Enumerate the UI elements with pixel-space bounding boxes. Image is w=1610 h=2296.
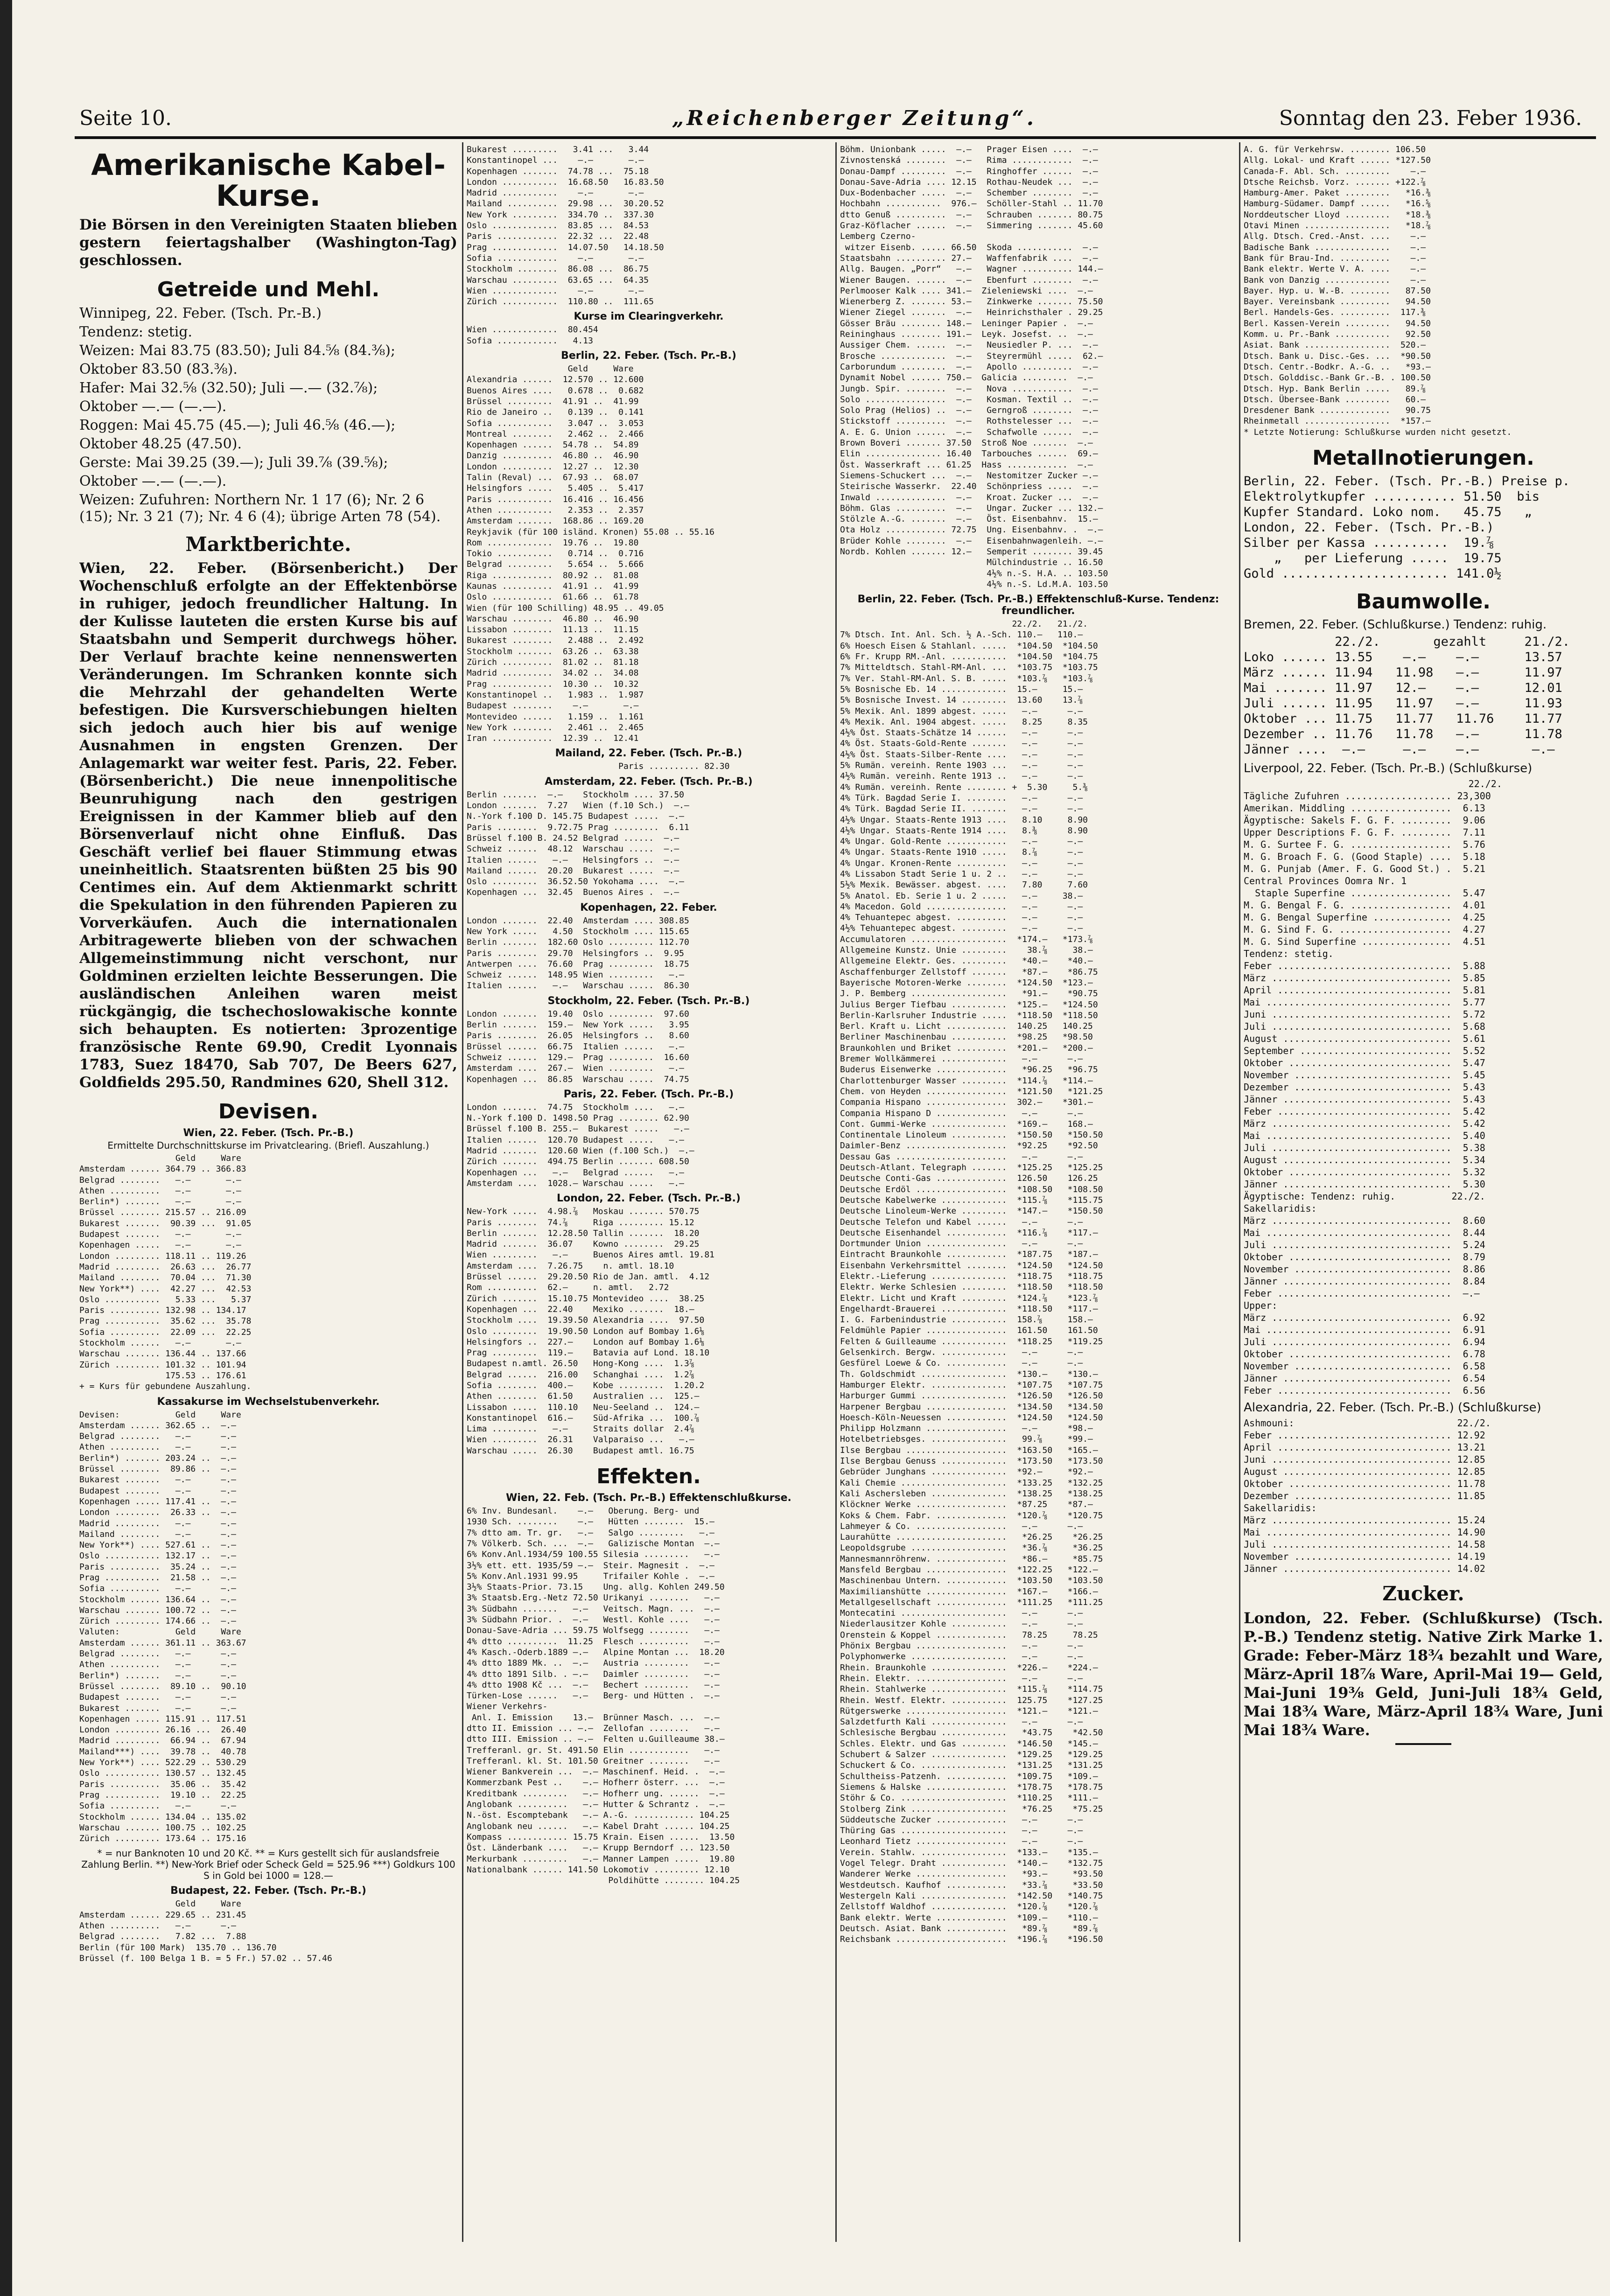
paris-subtitle: Paris, 22. Feber. (Tsch. Pr.-B.)	[563, 1088, 734, 1100]
berlin-effekten-table: 22./2. 21./2. 7% Dtsch. Int. Anl. Sch. ½ A.-Sch. 110.— 110.— 6% Hoesch Eisen & Stahlanl. ..... *104.50 *104.50 6% Fr. Krupp RM.-Anl. ........... *104.50 *104.75 7% Mitteldtsch. Stahl-RM-Anl. ... *103.75 *103.75 7% Ver. Stahl-RM-Anl. S. B. ..... *103.⅞ *103.⅞ 5% Bosnische Eb. 14 ............. 15.— 15.— 5% Bosnische Invest. 14 ......... 13.60 13.⅞ 5% Mexik. Anl. 1899 abgest. ..... —.— —.— 4% Mexik. Anl. 1904 abgest. ..... 8.25 8.35 4½% Öst. Staats-Schätze 14 ...... —.— —.— 4% Öst. Staats-Gold-Rente ....... —.— —.— 4½% Öst. Staats-Silber-Rente .... —.— —.— 5% Rumän. vereinh. Rente 1903 ... —.— —.— 4½% Rumän. vereinh. Rente 1913 .. —.— —.— 4% Rumän. vereinh. Rente ........ + 5.30 5.⅜ 4% Türk. Bagdad Serie I. ........ —.— —.— 4% Türk. Bagdad Serie II. ....... —.— —.— 4½% Ungar. Staats-Rente 1913 .... 8.10 8.90 4½% Ungar. Staats-Rente 1914 .... 8.⅜ 8.90 4% Ungar. Gold-Rente ............ —.— —.— 4% Ungar. Staats-Rente 1910 ..... 8.⅞ —.— 4% Ungar. Kronen-Rente .......... —.— —.— 4% Lissabon Stadt Serie 1 u. 2 .. —.— —.— 5½% Mexik. Bewässer. abgest. .... 7.80 7.60 5% Anatol. Eb. Serie 1 u. 2 ..... —.— 38.— 4% Macedon. Gold ................ —.— —.— 4% Tehuantepec abgest. .......... —.— —.— 4½% Tehuantepec abgest. ......... —.— —.— Accumulatoren ................... *174.— *173.⅞ Allgemeine Kunstz. Unie ......... 38.⅞ 38.— Allgemeine Elektr. Ges. ......... *40.— *40.— Aschaffenburger Zellstoff ....... *87.— *86.75 Bayerische Motoren-Werke ........ *124.50 *123.— J. P. Bemberg ................... *91.— *90.75 Julius Berger Tiefbau ........... *125.— *124.50 Berlin-Karlsruher Industrie ..... *118.50 *118.50 Berl. Kraft u. Licht ............ 140.25 140.25 Berliner Maschinenbau ........... *98.25 *98.50 Braunkohlen und Briket .......... *201.— *200.— Bremer Wollkämmerei ............. —.— —.— Buderus Eisenwerke .............. *96.25 *96.75 Charlottenburger Wasser ......... *114.⅞ *114.— Chem. von Heyden ................ *121.50 *121.25 Compania Hispano ................ 302.— *301.— Compania Hispano D .............. —.— —.— Cont. Gummi-Werke ............... *169.— 168.— Continentale Linoleum ........... *150.50 *150.50 Daimler-Benz .................... *92.25 *92.50 Dessau Gas ...................... —.— —.— Deutsch-Atlant. Telegraph ....... *125.25 *125.25 Deutsche Conti-Gas .............. 126.50 126.25 Deutsche Erdöl .................. *108.50 *108.50 Deutsche Kabelwerke ............. *115.⅞ *115.75 Deutsche Linoleum-Werke ......... *147.— *150.50 Deutsche Telefon und Kabel ...... —.— —.— Deutsche Eisenhandel ............ *116.⅞ *117.— Dortmunder Union ................ —.— —.— Eintracht Braunkohle ............ *187.75 *187.— Eisenbahn Verkehrsmittel ........ *124.50 *124.50 Elektr.-Lieferung ............... *118.75 *118.75 Elektr. Werke Schlesien ......... *118.50 *118.50 Elektr. Licht und Kraft ......... *124.⅞ *123.⅞ Engelhardt-Brauerei ............. *118.50 *117.— I. G. Farbenindustrie ........... 158.⅞ 158.— Feldmühle Papier ................ 161.50 161.50 Felten & Guilleaume ............. *118.25 *119.25 Gelsenkirch. Bergw. ............. —.— —.— Gesfürel Loewe & Co. ............ —.— —.— Th. Goldschmidt ................. *130.— *130.— Hamburger Elektr. ............... *107.75 *107.75 Harburger Gummi ................. *126.50 *126.50 Harpener Bergbau ................ *134.50 *134.50 Hoesch-Köln-Neuessen ............ *124.50 *124.50 Philipp Holzmann ................ —.— *98.— Hotelbetriebsges. ............... 99.⅞ *99.— Ilse Bergbau .................... *163.50 *165.— Ilse Bergbau Genuss ............. *173.50 *173.50 Gebrüder Junghans ............... *92.— *92.— Kali Chemie ..................... *133.25 *132.25 Kali Aschersleben ............... *138.25 *138.25 Klöckner Werke .................. *87.25 *87.— Koks & Chem. Fabr. .............. *120.⅞ *120.75 Lahmeyer & Co. .................. —.— —.— Laurahütte ...................... *26.25 *26.25 Leopoldsgrube ................... *36.⅞ *36.25 Mannesmannröhrenw. .............. *86.— *85.75 Mansfeld Bergbau ................ *122.25 *122.— Maschinenbau Untern. ............ *103.50 *103.50 Maximilianshütte ................ *167.— *166.— Metallgesellschaft .............. *111.25 *111.25 Montecatini ..................... —.— —.— Niederlausitzer Kohle ........... —.— —.— Orenstein & Koppel .............. 78.25 78.25 Phönix Bergbau .................. —.— —.— Polyphonwerke ................... —.— —.— Rhein. Braunkohle ............... *226.— *224.— Rhein. Elektr. .................. —.— —.— Rhein. Stahlwerke ............... *115.⅞ *114.75 Rhein. Westf. Elektr. ........... 125.75 *127.25 Rütgerswerke .................... *121.— *121.— Salzdetfurth Kali ............... —.— —.— Schlesische Bergbau ............. *43.75 *42.50 Schles. Elektr. und Gas ......... *146.50 *145.— Schubert & Salzer ............... *129.25 *129.25 Schuckert & Co. ................. *131.25 *131.25 Schultheiss-Patzenh. ............ *109.75 *109.— Siemens & Halske ................ *178.75 *178.75 Stöhr & Co. ..................... *110.25 *111.— Stolberg Zink ................... *76.25 *75.25 Süddeutsche Zucker .............. —.— —.— Thüring Gas ..................... —.— —.— Leonhard Tietz .................. —.— —.— Verein. Stahlw. ................. *133.— *135.— Vogel Telegr. Draht ............. *140.— *132.75 Wanderer Werke .................. *93.— *93.50 Westdeutsch. Kaufhof ............ *33.⅞ *33.50 Westergeln Kali ................. *142.50 *140.75 Zellstoff Waldhof ............... *120.⅞ *120.⅞ Bank elektr. Werte .............. *109.— *110.— Deutsch. Asiat. Bank ............ *89.⅞ *89.⅞ Reichsbank ...................... *196.⅞ *196.50	[840, 619, 1103, 1945]
stockholm-subtitle: Stockholm, 22. Feber. (Tsch. Pr.-B.)	[547, 995, 750, 1007]
devisen-table: Geld Ware Amsterdam ...... 364.79 .. 366.83 Belgrad ........ —.— —.— Athen .......... —.— —.— Berlin*) ....... —.— —.— Brüssel ........ 215.57 .. 216.09 Bukarest ....... 90.39 ... 91.05 Budapest ....... —.— —.— Kopenhagen ..... —.— —.— London ......... 118.11 .. 119.26 Madrid ......... 26.63 ... 26.77 Mailand ........ 70.04 ... 71.30 New York**) .... 42.27 ... 42.53 Oslo ........... 5.33 ... 5.37 Paris .......... 132.98 .. 134.17 Prag ........... 35.62 ... 35.78 Sofia .......... 22.09 ... 22.25 Stockholm ...... —.— —.— Warschau ....... 136.44 .. 137.66 Zürich ......... 101.32 .. 101.94 175.53 .. 176.61 + = Kurs für gebundene Auszahlung.	[79, 1153, 252, 1392]
mailand-subtitle: Mailand, 22. Feber. (Tsch. Pr.-B.)	[555, 747, 742, 760]
cotton-subtitle: Bremen, 22. Feber. (Schlußkurse.) Tendenz: ruhig.	[1244, 618, 1547, 632]
grain-title: Getreide und Mehl.	[157, 278, 380, 301]
page-header	[79, 106, 1596, 139]
grain-line: Gerste: Mai 39.25 (39.—); Juli 39.⅞ (39.⅝);	[79, 454, 388, 471]
grain-line: Hafer: Mai 32.⅝ (32.50); Juli —.— (32.⅞);	[79, 380, 378, 396]
grain-line: Oktober 48.25 (47.50).	[79, 436, 242, 452]
stocks-table: Böhm. Unionbank ..... —.— Prager Eisen .... —.— Zivnostenská ........ —.— Rima ............ —.— Donau-Dampf ......... —.— Ringhoffer ...... —.— Donau-Save-Adria .... 12.15 Rothau-Neudek ... —.— Dux-Bodenbacher ..... —.— Schember ........ —.— Hochbahn ........... 976.— Schöller-Stahl .. 11.70 dtto Genuß .......... —.— Schrauben ....... 80.75 Graz-Köflacher ...... —.— Simmering ....... 45.60 Lemberg Czerno- witzer Eisenb. ..... 66.50 Skoda ........... —.— Staatsbahn .......... 27.— Waffenfabrik .... —.— Allg. Baugen. „Porr“ —.— Wagner .......... 144.— Wiener Baugen. ...... —.— Ebenfurt ........ —.— Perlmooser Kalk .... 341.— Zieleniewski .... —.— Wienerberg Z. ....... 53.— Zinkwerke ....... 75.50 Wiener Ziegel ....... —.— Heinrichsthaler . 29.25 Gösser Bräu ........ 148.— Leninger Papier . —.— Reininghaus ........ 191.— Leyk. Josefst. .. —.— Aussiger Chem. ...... —.— Neusiedler P. ... —.— Brosche ............. —.— Steyrermühl ..... 62.— Carborundum ......... —.— Apollo .......... —.— Dynamit Nobel ...... 750.— Galicia ......... —.— Jungb. Spir. ........ —.— Nova ............ —.— Solo ................ —.— Kosman. Textil .. —.— Solo Prag (Helios) .. —.— Gerngroß ........ —.— Stickstoff .......... —.— Rothstelesser ... —.— A. E. G. Union ...... —.— Schafwolle ...... —.— Brown Boveri ....... 37.50 Stroß Noe ....... —.— Elin ............... 16.40 Tarbouches ...... 69.— Öst. Wasserkraft ... 61.25 Hass ............ —.— Siemens-Schuckert ... —.— Nestomitzer Zucker —.— Steirische Wasserkr. 22.40 Schönpriess ..... —.— Inwald .............. —.— Kroat. Zucker ... —.— Böhm. Glas .......... —.— Ungar. Zucker ... 132.— Stölzle A.-G. ....... —.— Öst. Eisenbahnv. 15.— Ota Holz ............ 72.75 Ung. Eisenbahnv. . —.— Brüder Kohle ........ —.— Eisenbahnwagenleih. —.— Nordb. Kohlen ....... 12.— Semperit ........ 39.45 Mülchindustrie .. 16.50 4½% n.-S. H.A. .. 103.50 4½% n.-S. Ld.M.A. 103.50	[840, 145, 1108, 589]
end-ornament	[1395, 1743, 1451, 1745]
rates-table: Bukarest ......... 3.41 ... 3.44 Konstantinopel ... —.— —.— Kopenhagen ....... 74.78 ... 75.18 London ........... 16.68.50 16.83.50 Madrid ........... —.— —.— Mailand .......... 29.98 ... 30.20.52 New York ......... 334.70 .. 337.30 Oslo ............. 83.85 ... 84.53 Paris ............ 22.32 ... 22.48 Prag ............. 14.07.50 14.18.50 Sofia ............ —.— —.— Stockholm ........ 86.08 ... 86.75 Warschau ......... 63.65 ... 64.35 Wien ............. —.— —.— Zürich ........... 110.80 .. 111.65	[467, 145, 664, 307]
kasse-table: Devisen: Geld Ware Amsterdam ...... 362.65 .. —.— Belgrad ........ —.— —.— Athen .......... —.— —.— Berlin*) ....... 203.24 .. —.— Brüssel ........ 89.86 .. —.— Bukarest ....... —.— —.— Budapest ....... —.— —.— Kopenhagen ..... 117.41 .. —.— London ......... 26.33 .. —.— Madrid ......... —.— —.— Mailand ........ —.— —.— New York**) .... 527.61 .. —.— Oslo ........... 132.17 .. —.— Paris .......... 35.24 .. —.— Prag ........... 21.58 .. —.— Sofia .......... —.— —.— Stockholm ...... 136.64 .. —.— Warschau ....... 100.72 .. —.— Zürich ......... 174.66 .. —.— Valuten: Geld Ware Amsterdam ...... 361.11 .. 363.67 Belgrad ........ —.— —.— Athen .......... —.— —.— Berlin*) ....... —.— —.— Brüssel ........ 89.10 .. 90.10 Budapest ....... —.— —.— Bukarest ....... —.— —.— Kopenhagen ..... 115.91 .. 117.51 London ......... 26.16 ... 26.40 Madrid ......... 66.94 .. 67.94 Mailand***) .... 39.78 .. 40.78 New York**) .... 522.29 .. 530.29 Oslo ........... 130.57 .. 132.45 Paris .......... 35.06 .. 35.42 Prag ........... 19.10 .. 22.25 Sofia .......... —.— —.— Stockholm ...... 134.04 .. 135.02 Warschau ....... 100.75 .. 102.25 Zürich ......... 173.64 .. 175.16	[79, 1410, 246, 1844]
issue-date: Sonntag den 23. Feber 1936.	[1279, 106, 1582, 130]
clearing-title: Kurse im Clearingverkehr.	[574, 311, 724, 323]
budapest-subtitle: Budapest, 22. Feber. (Tsch. Pr.-B.)	[170, 1885, 366, 1897]
grain-line: Weizen: Zufuhren: Northern Nr. 1 17 (6); Nr. 2 6 (15); Nr. 3 21 (7); Nr. 4 6 (4); übrige Arten 78 (54).	[79, 492, 441, 525]
column-2	[467, 142, 831, 2233]
amsterdam-subtitle: Amsterdam, 22. Feber. (Tsch. Pr.-B.)	[545, 775, 753, 788]
cable-rates-intro: Die Börsen in den Vereinigten Staaten blieben gestern feiertagshalber (Washington-Tag) geschlossen.	[79, 216, 457, 269]
metal-table: Berlin, 22. Feber. (Tsch. Pr.-B.) Preise p. Elektrolytkupfer ........... 51.50 bis Kupfer Standard. Loko nom. 45.75 „ London, 22. Feber. (Tsch. Pr.-B.) Silber per Kassa .......... 19.⅞ „ per Lieferung ..... 19.75 Gold ...................... 141.0½	[1244, 474, 1570, 581]
kopenhagen-subtitle: Kopenhagen, 22. Feber.	[580, 901, 717, 914]
column-4	[1244, 142, 1603, 2233]
cotton-table: 22./2. gezahlt 21./2. Loko ...... 13.55 —.— —.— 13.57 März ...... 11.94 11.98 —.— 11.97 Mai ....... 11.97 12.— —.— 12.01 Juli ...... 11.95 11.97 —.— 11.93 Oktober ... 11.75 11.77 11.76 11.77 Dezember .. 11.76 11.78 —.— 11.78 Jänner .... —.— —.— —.— —.—	[1244, 635, 1570, 757]
alexandria-subtitle: Alexandria, 22. Feber. (Tsch. Pr.-B.) (Schlußkurse)	[1244, 1401, 1541, 1415]
newspaper-title: „Reichenberger Zeitung“.	[672, 106, 1037, 130]
page-number: Seite 10.	[79, 106, 172, 130]
effekten-title: Effekten.	[596, 1465, 701, 1489]
cotton-title: Baumwolle.	[1356, 590, 1491, 614]
kasse-notes: * = nur Banknoten 10 und 20 Kč. ** = Kurs gestellt sich für auslandsfreie Zahlung Berlin. **) New-York Brief oder Scheck Geld = 525.96 ***) Goldkurs 100 S in Gold bei 1000 = 128.—	[81, 1848, 455, 1882]
header-rule	[75, 136, 1596, 139]
london-subtitle: London, 22. Feber. (Tsch. Pr.-B.)	[557, 1193, 741, 1205]
alexandria-table: Ashmouni: 22./2. Feber ............................... 12.92 April ............................... 13.21 Juni ................................ 12.85 August .............................. 12.85 Oktober ............................. 11.78 Dezember ............................ 11.85 Sakellaridis: März ................................ 15.24 Mai ................................. 14.90 Juli ................................ 14.58 November ............................ 14.19 Jänner .............................. 14.02	[1244, 1417, 1491, 1575]
zucker-title: Zucker.	[1382, 1582, 1464, 1605]
amsterdam-table: Berlin ....... —.— Stockholm .... 37.50 London ....... 7.27 Wien (f.10 Sch.) —.— N.-York f.100 D. 145.75 Budapest ..... —.— Paris ........ 9.72.75 Prag ......... 6.11 Brüssel f.100 B. 24.52 Belgrad ...... —.— Schweiz ...... 48.12 Warschau ..... —.— Italien ...... —.— Helsingfors .. —.— Mailand ...... 20.20 Bukarest ..... —.— Oslo ......... 36.52.50 Yokohama .... —.— Kopenhagen ... 32.45 Buenos Aires . —.—	[467, 789, 689, 898]
devisen-title: Devisen.	[218, 1100, 319, 1124]
grain-line: Winnipeg, 22. Feber. (Tsch. Pr.-B.)	[79, 305, 322, 321]
grain-line: Weizen: Mai 83.75 (83.50); Juli 84.⅝ (84.⅜);	[79, 342, 396, 359]
effekten-table: 6% Inv. Bundesanl. —.— Oberung. Berg- und 1930 Sch. ........ —.— Hütten ........ 15.— 7% dtto am. Tr. gr. —.— Salgo ......... —.— 7% Völkerb. Sch. ... —.— Galizische Montan —.— 6% Konv.Anl.1934/59 100.55 Silesia ......... —.— 3½% ett. ett. 1935/59 —.— Steir. Magnesit . —.— 5% Konv.Anl.1931 99.95 Trifailer Kohle . —.— 3½% Staats-Prior. 73.15 Ung. allg. Kohlen 249.50 3% Staatsb.Erg.-Netz 72.50 Urikanyi ........ —.— 3% Südbahn ....... —.— Veitsch. Magn. ... —.— 3% Südbahn Prior. . —.— Westl. Kohle .... —.— Donau-Save-Adria ... 59.75 Wolfsegg ........ —.— 4% dtto .......... 11.25 Flesch .......... —.— 4% Kasch.-Oderb.1889 —.— Alpine Montan ... 18.20 4% dtto 1889 Mk. .. —.— Austria ......... —.— 4% dtto 1891 Silb. . —.— Daimler ......... —.— 4% dtto 1908 Kč ... —.— Bechert ......... —.— Türken-Lose ...... —.— Berg- und Hütten . —.— Wiener Verkehrs- Anl. I. Emission 13.— Brünner Masch. ... —.— dtto II. Emission ... —.— Zellofan ........ —.— dtto III. Emission .. —.— Felten u.Guilleaume 38.— Trefferanl. gr. St. 491.50 Elin ............ —.— Trefferanl. kl. St. 101.50 Greitner ........ —.— Wiener Bankverein ... —.— Maschinenf. Heid. . —.— Kommerzbank Pest .. —.— Hofherr österr. ... —.— Kreditbank ......... —.— Hofherr ung. ...... —.— Anglobank .......... —.— Hutter & Schrantz . —.— N.-öst. Escomptebank —.— A.-G. ............ 104.25 Anglobank neu ...... —.— Kabel Draht ...... 104.25 Kompass ............ 15.75 Krain. Eisen ...... 13.50 Öst. Länderbank .... —.— Krupp Berndorf ... 123.50 Merkurbank ......... —.— Manner Lampen ..... 19.80 Nationalbank ...... 141.50 Lokomotiv ......... 12.10 Poldihütte ........ 104.25	[467, 1506, 740, 1886]
kasse-title: Kassakurse im Wechselstubenverkehr.	[157, 1396, 380, 1408]
liverpool-table: 22./2. Tägliche Zufuhren ................... 23,300 Amerikan. Middling .................. 6.13 Ägyptische: Sakels F. G. F. ......... 9.06 Upper Descriptions F. G. F. ......... 7.11 M. G. Surtee F. G. .................. 5.76 M. G. Broach F. G. (Good Staple) .... 5.18 M. G. Punjab (Amer. F. G. Good St.) . 5.21 Central Provinces Oomra Nr. 1 Staple Superfine .................. 5.47 M. G. Bengal F. G. .................. 4.01 M. G. Bengal Superfine .............. 4.25 M. G. Sind F. G. .................... 4.27 M. G. Sind Superfine ................ 4.51 Tendenz: stetig. Feber ............................... 5.88 März ................................ 5.85 April ............................... 5.81 Mai ................................. 5.77 Juni ................................ 5.72 Juli ................................ 5.68 August .............................. 5.61 September ........................... 5.52 Oktober ............................. 5.47 November ............................ 5.45 Dezember ............................ 5.43 Jänner .............................. 5.43 Feber ............................... 5.42 März ................................ 5.42 Mai ................................. 5.40 Juli ................................ 5.38 August .............................. 5.34 Oktober ............................. 5.32 Jänner .............................. 5.30 Ägyptische: Tendenz: ruhig. 22./2. Sakellaridis: März ................................ 8.60 Mai ................................. 8.44 Juli ................................ 5.24 Oktober ............................. 8.79 November ............................ 8.86 Jänner .............................. 8.84 Feber ............................... —.— Upper: März ................................ 6.92 Mai ................................. 6.91 Juli ................................ 6.94 Oktober ............................. 6.78 November ............................ 6.58 Jänner .............................. 6.54 Feber ............................... 6.56	[1244, 778, 1502, 1396]
kopenhagen-table: London ....... 22.40 Amsterdam .... 308.85 New York ..... 4.50 Stockholm .... 115.65 Berlin ....... 182.60 Oslo ......... 112.70 Paris ........ 29.70 Helsingfors .. 9.95 Antwerpen .... 76.60 Prag ......... 18.75 Schweiz ...... 148.95 Wien ......... —.— Italien ...... —.— Warschau ..... 86.30	[467, 915, 689, 991]
grain-line: Oktober —.— (—.—).	[79, 473, 227, 489]
metal-title: Metallnotierungen.	[1312, 446, 1534, 470]
grain-line: Oktober 83.50 (83.⅜).	[79, 361, 238, 377]
devisen-note: Ermittelte Durchschnittskurse im Privatclearing. (Briefl. Auszahlung.)	[107, 1140, 429, 1151]
grain-line: Tendenz: stetig.	[79, 324, 193, 340]
devisen-subtitle: Wien, 22. Feber. (Tsch. Pr.-B.)	[183, 1127, 354, 1139]
berlin-effekten-subtitle: Berlin, 22. Feber. (Tsch. Pr.-B.) Effektenschluß-Kurse. Tendenz: freundlicher.	[857, 593, 1219, 617]
mailand-table: Paris .......... 82.30	[467, 761, 730, 772]
liverpool-subtitle: Liverpool, 22. Feber. (Tsch. Pr.-B.) (Schlußkurse)	[1244, 761, 1533, 776]
stockholm-table: London ....... 19.40 Oslo ......... 97.60 Berlin ....... 159.— New York ..... 3.95 Paris ........ 26.05 Helsingfors .. 8.60 Brüssel ...... 66.75 Italien ...... —.— Schweiz ...... 129.— Prag ......... 16.60 Amsterdam .... 267.— Wien ......... —.— Kopenhagen ... 86.85 Warschau ..... 74.75	[467, 1009, 689, 1084]
london-table: New-York ..... 4.98.⅞ Moskau ....... 570.75 Paris ........ 74.⅞ Riga ......... 15.12 Berlin ....... 12.28.50 Tallin ....... 18.20 Madrid ....... 36.07 Kowno ........ 29.25 Wien ......... —.— Buenos Aires amtl. 19.81 Amsterdam .... 7.26.75 n. amtl. 18.10 Brüssel ...... 29.20.50 Rio de Jan. amtl. 4.12 Rom .......... 62.— n. amtl. 2.72 Zürich ....... 15.10.75 Montevideo .... 38.25 Kopenhagen ... 22.40 Mexiko ....... 18.— Stockholm .... 19.39.50 Alexandria .... 97.50 Oslo ......... 19.90.50 London auf Bombay 1.6⅛ Helsingfors .. 227.— London auf Bombay 1.6⅛ Prag ......... 119.— Batavia auf Lond. 18.10 Budapest n.amtl. 26.50 Hong-Kong .... 1.3⅞ Belgrad ...... 216.00 Schanghai .... 1.2⅞ Sofia ........ 400.— Kobe ......... 1.20.2 Athen ........ 61.50 Australien ... 125.— Lissabon ..... 110.10 Neu-Seeland .. 124.— Konstantinopel 616.— Süd-Afrika ... 100.⅞ Lima ......... —.— Straits dollar 2.4⅞ Wien ......... 26.31 Valparaiso ... —.— Warschau ..... 26.30 Budapest amtl. 16.75	[467, 1207, 715, 1456]
zucker-text: London, 22. Feber. (Schlußkurse) (Tsch. P.-B.) Tendenz stetig. Native Zirk Marke 1. Grade: Feber-März 18¾ bezahlt und Ware, März-April 18⅞ Ware, April-Mai 19— Geld, Mai-Juni 19⅜ Geld, Juni-Juli 18¾ Geld, Mai 18¾ Ware, März-April 18¾ Ware, Juni Mai 18¾ Ware.	[1244, 1609, 1603, 1739]
grain-line: Roggen: Mai 45.75 (45.—); Juli 46.⅝ (46.—);	[79, 417, 396, 433]
paris-table: London ....... 74.75 Stockholm .... —.— N.-York f.100 D. 1498.50 Prag ........ 62.90 Brüssel f.100 B. 255.— Bukarest ..... —.— Italien ...... 120.70 Budapest ..... —.— Madrid ....... 120.60 Wien (f.100 Sch.) —.— Zürich ....... 494.75 Berlin ....... 608.50 Kopenhagen ... —.— Belgrad ...... —.— Amsterdam .... 1028.— Warschau ..... —.—	[467, 1102, 694, 1188]
scan-edge	[0, 0, 12, 2296]
banks-table: A. G. für Verkehrsw. ........ 106.50 Allg. Lokal- und Kraft ...... *127.50 Canada-F. Abl. Sch. ......... —.— Dtsche Reichsb. Vorz. ....... +122.⅞ Hamburg-Amer. Paket ......... *16.⅜ Hamburg-Südamer. Dampf ...... *16.⅝ Norddeutscher Lloyd ......... *18.⅜ Otavi Minen ................. *18.⅞ Allg. Dtsch. Cred.-Anst. .... —.— Badische Bank ............... —.— Bank für Brau-Ind. .......... —.— Bank elektr. Werte V. A. .... —.— Bank von Danzig ............. —.— Bayer. Hyp. u. W.-B. ........ 87.50 Bayer. Vereinsbank .......... 94.50 Berl. Handels-Ges. .......... 117.⅜ Berl. Kassen-Verein ......... 94.50 Komm. u. Pr.-Bank ........... 92.50 Asiat. Bank ................. 520.— Dtsch. Bank u. Disc.-Ges. ... *90.50 Dtsch. Centr.-Bodkr. A.-G. .. *93.— Dtsch. Golddisc.-Bank Gr.-B. . 100.50 Dtsch. Hyp. Bank Berlin ..... 89.⅞ Dtsch. Übersee-Bank ......... 60.— Dresdener Bank .............. 90.75 Rheinmetall ................. *157.— * Letzte Notierung: Schlußkurse wurden nicht gesetzt.	[1244, 145, 1512, 437]
column-divider	[835, 142, 837, 2242]
column-divider	[462, 142, 463, 2242]
effekten-subtitle: Wien, 22. Feb. (Tsch. Pr.-B.) Effektenschlußkurse.	[506, 1492, 791, 1504]
market-reports-title: Marktberichte.	[185, 533, 351, 556]
berlin-table: Geld Ware Alexandria ...... 12.570 .. 12.600 Buenos Aires .... 0.678 .. 0.682 Brüssel ......... 41.91 .. 41.99 Rio de Janeiro .. 0.139 .. 0.141 Sofia ........... 3.047 .. 3.053 Montreal ........ 2.462 .. 2.466 Kopenhagen ...... 54.78 .. 54.89 Danzig .......... 46.80 .. 46.90 London .......... 12.27 .. 12.30 Talin (Reval) ... 67.93 .. 68.07 Helsingfors ..... 5.405 .. 5.417 Paris ........... 16.416 .. 16.456 Athen ........... 2.353 .. 2.357 Amsterdam ....... 168.86 .. 169.20 Reykjavik (für 100 isländ. Kronen) 55.08 .. 55.16 Rom ............. 19.76 .. 19.80 Tokio ........... 0.714 .. 0.716 Belgrad ......... 5.654 .. 5.666 Riga ............ 80.92 .. 81.08 Kaunas .......... 41.91 .. 41.99 Oslo ............ 61.66 .. 61.78 Wien (für 100 Schilling) 48.95 .. 49.05 Warschau ........ 46.80 .. 46.90 Lissabon ........ 11.13 .. 11.15 Bukarest ........ 2.488 .. 2.492 Stockholm ....... 63.26 .. 63.38 Zürich .......... 81.02 .. 81.18 Madrid .......... 34.02 .. 34.08 Prag ............ 10.30 .. 10.32 Konstantinopel .. 1.983 .. 1.987 Budapest ........ —.— —.— Montevideo ...... 1.159 .. 1.161 New York ........ 2.461 .. 2.465 Iran ............ 12.39 .. 12.41	[467, 364, 715, 744]
clearing-table: Wien ............. 80.454 Sofia ............ 4.13	[467, 325, 598, 346]
market-reports-text: Wien, 22. Feber. (Börsenbericht.) Der Wochenschluß erfolgte an der Effektenbörse in ruhiger, jedoch freundlicher Haltung. In der Kulisse lauteten die ersten Kurse bis auf Staatsbahn und Semperit durchwegs höher. Der Verlauf brachte keine nennenswerten Veränderungen. Im Schranken konnte sich die Mehrzahl der gehandelten Werte befestigen. Die Kursverschiebungen hielten sich jedoch auch hier bis auf wenige Ausnahmen in engsten Grenzen. Der Anlagemarkt war weiter fest. Paris, 22. Feber. (Börsenbericht.) Die neue innenpolitische Beunruhigung nach den gestrigen Ereignissen in der Kammer blieb auf den Börsenverlauf nicht ohne Einfluß. Das Geschäft verlief bei flauer Stimmung etwas uneinheitlich. Staatsrenten büßten 25 bis 90 Centimes ein. Auf dem Aktienmarkt schritt die Spekulation in den führenden Papieren zu Vorverkäufen. Auch die internationalen Arbitragewerte blieben von der schwachen Allgemeinstimmung nicht verschont, nur Goldminen erzielten leichte Besserungen. Die ausländischen Anleihen waren meist rückgängig, die tschechoslowakische konnte sich behaupten. Es notierten: 3prozentige französische Rente 69.90, Credit Lyonnais 1783, Suez 18470, Sab 707, De Beers 627, Goldfields 295.50, Randmines 620, Shell 312.	[79, 560, 457, 1091]
column-divider	[1239, 142, 1240, 2242]
cable-rates-title: Amerikanische Kabel-Kurse.	[91, 148, 446, 213]
column-3	[840, 142, 1237, 2233]
grain-line: Oktober —.— (—.—).	[79, 398, 227, 415]
budapest-table: Geld Ware Amsterdam ...... 229.65 .. 231.45 Athen .......... —.— —.— Belgrad ........ 7.82 ... 7.88 Berlin (für 100 Mark) 135.70 .. 136.70 Brüssel (f. 100 Belga 1 B. = 5 Fr.) 57.02 .. 57.46	[79, 1899, 332, 1963]
berlin-subtitle: Berlin, 22. Feber. (Tsch. Pr.-B.)	[561, 350, 736, 362]
column-1	[79, 142, 457, 2233]
